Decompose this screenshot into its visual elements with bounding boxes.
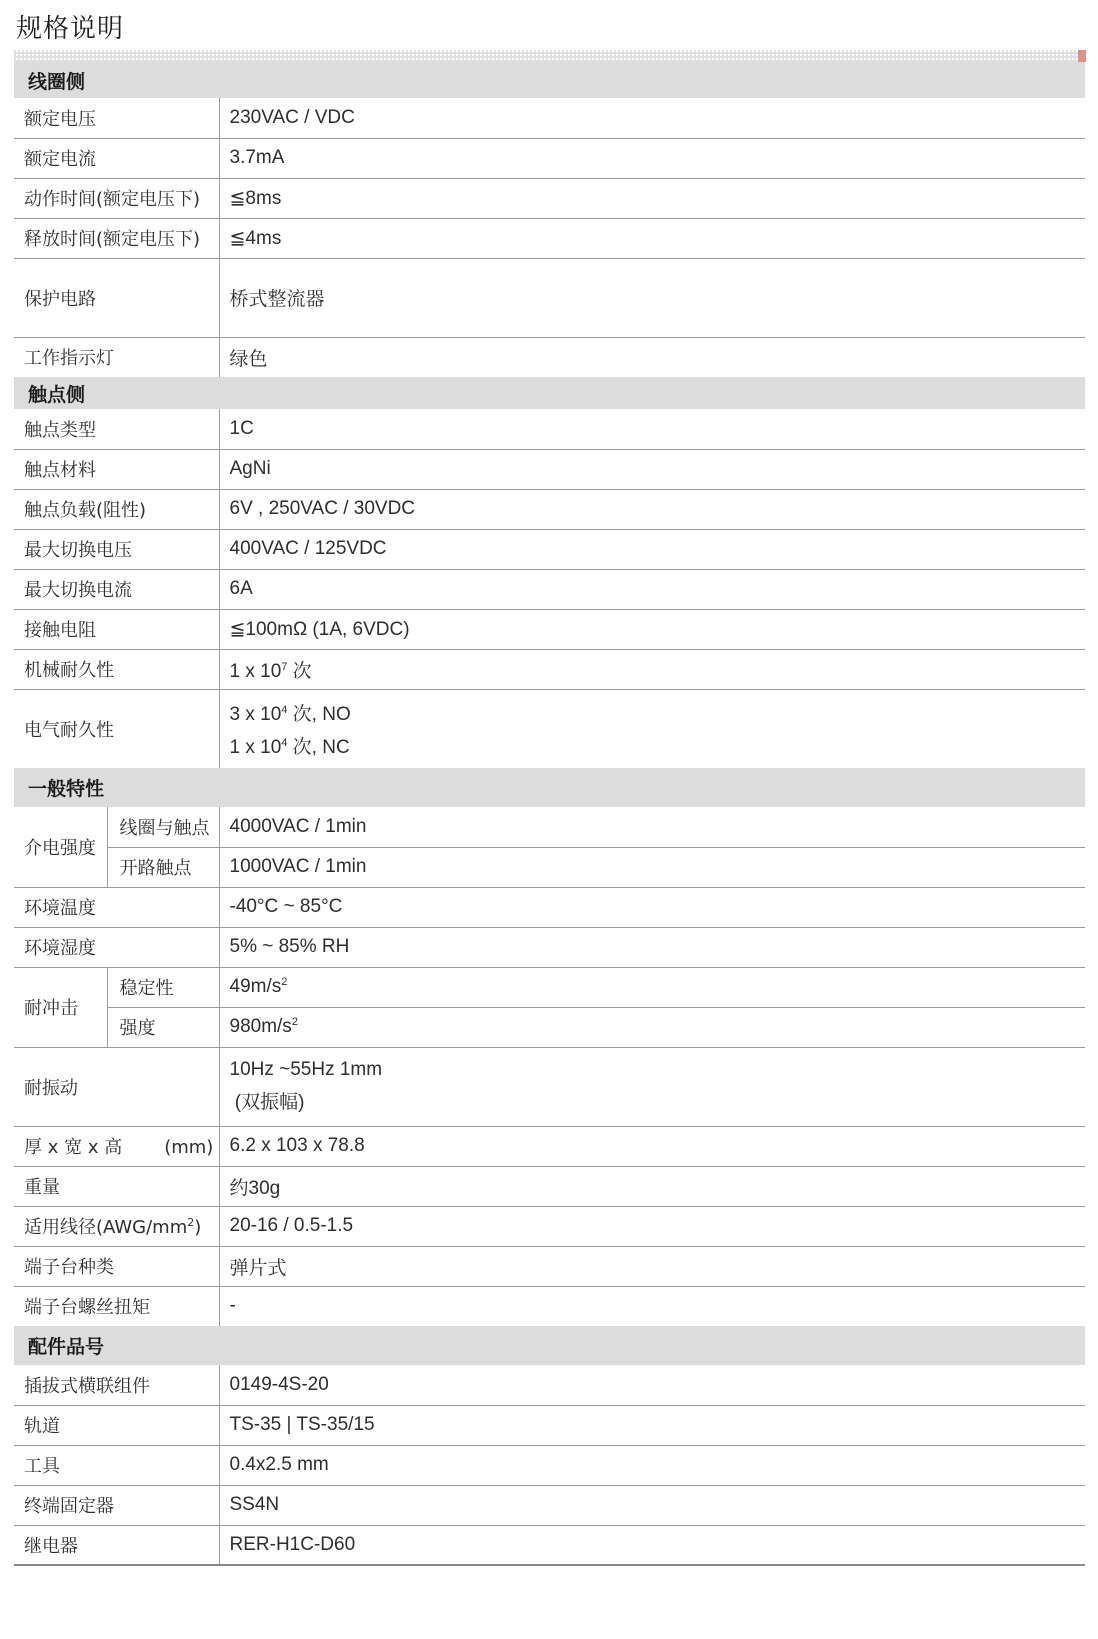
spec-row-vibration — [14, 1047, 1085, 1126]
spec-row — [14, 887, 1085, 927]
spec-label — [14, 1126, 219, 1166]
spec-row — [14, 529, 1085, 569]
value-base: 1 x 10 — [229, 660, 282, 682]
value-line: 10Hz ~55Hz 1mm — [229, 1059, 383, 1080]
spec-label: 插拔式横联组件 — [14, 1365, 219, 1405]
spec-row — [14, 337, 1085, 377]
spec-value: 1000VAC / 1min — [219, 847, 1085, 887]
spec-label: 触点类型 — [14, 409, 219, 449]
value-base: 49m/s — [229, 976, 282, 997]
section-heading: 触点侧 — [14, 377, 1085, 409]
value-line: (双振幅) — [229, 1092, 305, 1113]
spec-label: 释放时间(额定电压下) — [14, 218, 219, 258]
title-divider — [14, 50, 1086, 62]
spec-row-dielectric — [14, 807, 1085, 847]
spec-value: RER-H1C-D60 — [219, 1525, 1085, 1565]
spec-label: 介电强度 — [14, 807, 107, 887]
spec-value: 1C — [219, 409, 1085, 449]
spec-value: 弹片式 — [219, 1246, 1085, 1286]
spec-label: 端子台螺丝扭矩 — [24, 1297, 150, 1319]
label-text: 厚 x 宽 x 高 — [24, 1137, 123, 1158]
spec-value: 绿色 — [219, 337, 1085, 377]
section-accessories — [14, 1326, 1085, 1365]
spec-label: 端子台种类 — [14, 1246, 219, 1286]
spec-row-electrical-endurance — [14, 689, 1085, 768]
spec-value: ≦100mΩ (1A, 6VDC) — [219, 609, 1085, 649]
spec-row — [14, 1166, 1085, 1206]
spec-value — [219, 1047, 1085, 1126]
spec-row — [14, 489, 1085, 529]
spec-label: 耐振动 — [14, 1047, 219, 1126]
spec-sublabel: 线圈与触点 — [107, 807, 219, 847]
spec-value: 5% ~ 85% RH — [219, 927, 1085, 967]
spec-label: 终端固定器 — [14, 1485, 219, 1525]
spec-label: 电气耐久性 — [24, 719, 114, 741]
label-exponent: 2 — [187, 1216, 195, 1229]
value-suffix: 次 — [287, 660, 312, 682]
spec-sublabel: 稳定性 — [107, 967, 219, 1007]
spec-row-dielectric — [14, 847, 1085, 887]
section-coil — [14, 62, 1085, 98]
spec-row-dimensions — [14, 1126, 1085, 1166]
spec-value — [219, 1007, 1085, 1047]
spec-row — [14, 258, 1085, 337]
spec-row — [14, 1405, 1085, 1445]
spec-row — [14, 1485, 1085, 1525]
spec-label: 重量 — [14, 1166, 219, 1206]
spec-value: 20-16 / 0.5-1.5 — [219, 1206, 1085, 1246]
spec-value — [219, 689, 1085, 768]
spec-row — [14, 409, 1085, 449]
spec-value — [219, 967, 1085, 1007]
spec-label: 额定电流 — [14, 138, 219, 178]
value-suffix: 次, NO — [287, 703, 351, 725]
spec-row — [14, 1525, 1085, 1565]
label-suffix: ) — [194, 1217, 202, 1238]
spec-label: 动作时间(额定电压下) — [14, 178, 219, 218]
value-line — [230, 699, 1086, 726]
spec-label: 耐冲击 — [14, 967, 107, 1047]
spec-row — [14, 98, 1085, 138]
value-suffix: 次, NC — [287, 736, 350, 758]
section-contact — [14, 377, 1085, 409]
spec-table — [14, 62, 1085, 1566]
spec-label: 继电器 — [14, 1525, 219, 1565]
value-exponent: 4 — [281, 736, 288, 749]
spec-value: 6A — [219, 569, 1085, 609]
spec-label: 接触电阻 — [14, 609, 219, 649]
spec-row — [14, 927, 1085, 967]
spec-label: 触点负载(阻性) — [14, 489, 219, 529]
spec-label: 机械耐久性 — [14, 649, 219, 689]
spec-value: -40°C ~ 85°C — [219, 887, 1085, 927]
spec-value: ≦8ms — [219, 178, 1085, 218]
spec-value: 6.2 x 103 x 78.8 — [219, 1126, 1085, 1166]
spec-value: 6V , 250VAC / 30VDC — [219, 489, 1085, 529]
spec-value: 3.7mA — [219, 138, 1085, 178]
value-line — [230, 732, 1086, 759]
spec-row-wire — [14, 1206, 1085, 1246]
spec-value — [219, 649, 1085, 689]
spec-sublabel: 强度 — [107, 1007, 219, 1047]
spec-sublabel: 开路触点 — [107, 847, 219, 887]
spec-row — [14, 569, 1085, 609]
spec-label: 工作指示灯 — [24, 348, 114, 370]
spec-label: 工具 — [14, 1445, 219, 1485]
section-heading: 一般特性 — [14, 768, 1085, 807]
spec-label: 触点材料 — [14, 449, 219, 489]
spec-label: 最大切换电流 — [14, 569, 219, 609]
spec-value: - — [219, 1286, 1085, 1326]
value-exponent: 4 — [281, 703, 288, 716]
spec-label: 额定电压 — [14, 98, 219, 138]
spec-row — [14, 449, 1085, 489]
spec-value: 400VAC / 125VDC — [219, 529, 1085, 569]
spec-label: 保护电路 — [14, 258, 219, 337]
spec-value: 桥式整流器 — [219, 258, 1085, 337]
value-base: 980m/s — [229, 1016, 292, 1037]
value-exponent: 2 — [281, 976, 288, 988]
spec-row — [14, 1246, 1085, 1286]
spec-row — [14, 178, 1085, 218]
spec-value: 约30g — [219, 1166, 1085, 1206]
spec-value: ≦4ms — [219, 218, 1085, 258]
label-text: 适用线径(AWG/mm — [24, 1217, 188, 1238]
section-general — [14, 768, 1085, 807]
spec-row-shock — [14, 967, 1085, 1007]
spec-label: 环境湿度 — [14, 927, 219, 967]
spec-value: 0.4x2.5 mm — [219, 1445, 1085, 1485]
spec-value: 230VAC / VDC — [219, 98, 1085, 138]
spec-label: 轨道 — [14, 1405, 219, 1445]
spec-row-mechanical-endurance — [14, 649, 1085, 689]
value-base: 1 x 10 — [229, 736, 282, 758]
page-title: 规格说明 — [16, 14, 125, 44]
spec-row — [14, 1286, 1085, 1326]
value-exponent: 2 — [291, 1016, 298, 1028]
spec-value: SS4N — [219, 1485, 1085, 1525]
spec-label: 环境温度 — [14, 887, 219, 927]
label-unit: (mm) — [164, 1137, 214, 1158]
section-heading: 配件品号 — [14, 1326, 1085, 1365]
spec-row — [14, 138, 1085, 178]
spec-label: 最大切换电压 — [14, 529, 219, 569]
value-base: 3 x 10 — [229, 703, 282, 725]
section-heading: 线圈侧 — [14, 62, 1085, 98]
spec-label — [14, 1206, 219, 1246]
spec-row — [14, 218, 1085, 258]
spec-row — [14, 609, 1085, 649]
spec-row-shock — [14, 1007, 1085, 1047]
value-exponent: 7 — [281, 660, 288, 673]
spec-value: TS-35 | TS-35/15 — [219, 1405, 1085, 1445]
spec-row — [14, 1445, 1085, 1485]
spec-value: AgNi — [219, 449, 1085, 489]
spec-row — [14, 1365, 1085, 1405]
spec-value: 0149-4S-20 — [219, 1365, 1085, 1405]
spec-value: 4000VAC / 1min — [219, 807, 1085, 847]
